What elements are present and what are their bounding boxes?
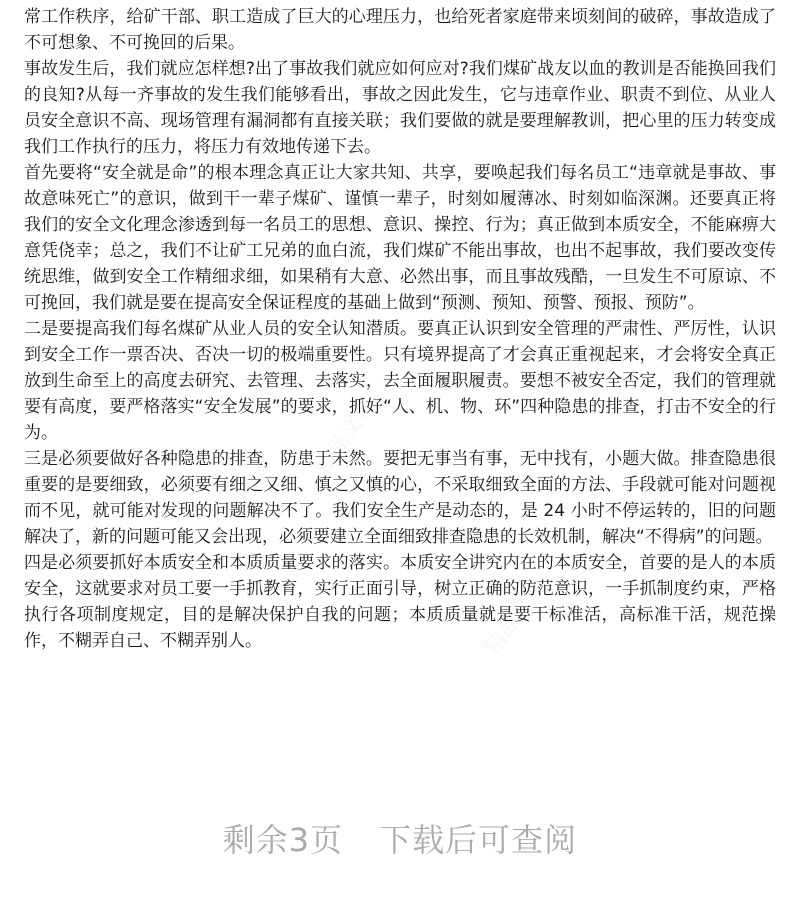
paragraph-intro-continued: 常工作秩序，给矿干部、职工造成了巨大的心理压力，也给死者家庭带来顷刻间的破碎，事故造成了不可想象、不可挽回的后果。	[24, 7, 776, 53]
paragraph-reflection: 事故发生后，我们就应怎样想?出了事故我们就应如何应对?我们煤矿战友以血的教训是否能换回我们的良知?从每一齐事故的发生我们能够看出，事故之因此发生，它与违章作业、职责不到位、从业人员安全意识不高、现场管理有漏洞都有直接关联；我们要做的就是要理解教训，把心里的压力转变成我们工作执行的压力，将压力有效地传递下去。	[24, 59, 776, 157]
document-body	[24, 4, 776, 654]
paragraph-point-three: 三是必须要做好各种隐患的排查，防患于未然。要把无事当有事，无中找有，小题大做。排查隐患很重要的是要细致，必须要有细之又细、慎之又慎的心，不采取细致全面的方法、手段就可能对问题视而不见，就可能对发现的问题解决不了。我们安全生产是动态的，是 24 小时不停运转的，旧的问题解决了，新的问题可能又会出现，必须要建立全面细致排查隐患的长效机制，解决“不得病”的问题。	[24, 449, 776, 547]
paragraph-point-one: 首先要将“安全就是命”的根本理念真正让大家共知、共享，要唤起我们每名员工“违章就是事故、事故意味死亡”的意识，做到干一辈子煤矿、谨慎一辈子，时刻如履薄冰、时刻如临深渊。还要真正将我们的安全文化理念渗透到每一名员工的思想、意识、操控、行为；真正做到本质安全，不能麻痹大意凭侥幸；总之，我们不让矿工兄弟的血白流，我们煤矿不能出事故，也出不起事故，我们要改变传统思维，做到安全工作精细求细，如果稍有大意、必然出事，而且事故残酷，一旦发生不可原谅、不可挽回，我们就是要在提高安全保证程度的基础上做到“预测、预知、预警、预报、预防”。	[24, 163, 776, 313]
download-to-view-label: 下载后可查阅	[379, 821, 578, 859]
paragraph-point-two: 二是要提高我们每名煤矿从业人员的安全认知潜质。要真正认识到安全管理的严肃性、严厉性，认识到安全工作一票否决、否决一切的极端重要性。只有境界提高了才会真正重视起来，才会将安全真正放到生命至上的高度去研究、去管理、去落实，去全面履职履责。要想不被安全否定，我们的管理就要有高度，要严格落实“安全发展”的要求，抓好“人、机、物、环”四种隐患的排查，打击不安全的行为。	[24, 319, 776, 443]
paragraph-point-four: 四是必须要抓好本质安全和本质质量要求的落实。本质安全讲究内在的本质安全，首要的是人的本质安全，这就要求对员工要一手抓教育，实行正面引导，树立正确的防范意识，一手抓制度约束，严格执行各项制度规定，目的是解决保护自我的问题；本质质量就是要干标准活，高标准干活，规范操作，不糊弄自己、不糊弄别人。	[24, 553, 776, 651]
remaining-pages-label: 剩余3页	[222, 821, 344, 859]
remaining-pages-notice[interactable]	[0, 815, 800, 861]
